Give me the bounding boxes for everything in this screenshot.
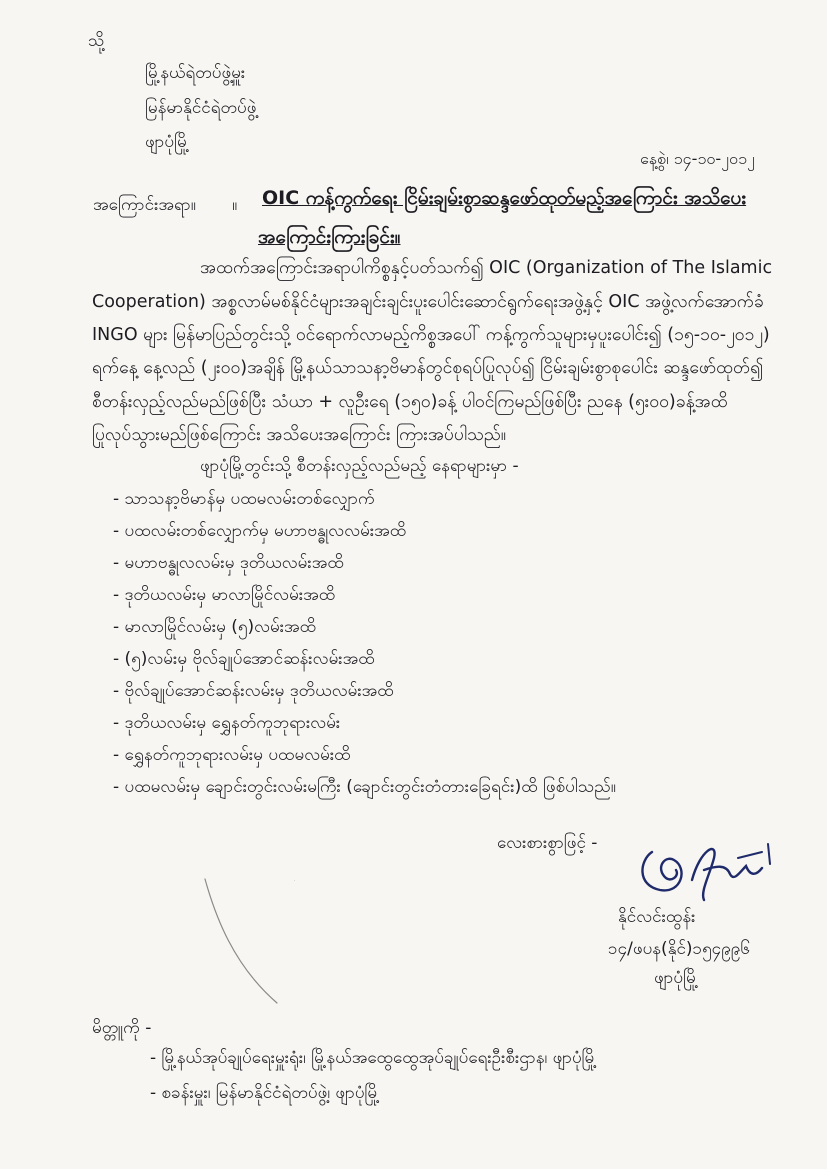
route-item: - (၅)လမ်းမှ ဗိုလ်ချုပ်အောင်ဆန်းလမ်းအထိ [113,649,375,669]
body-paragraph-line: အထက်အကြောင်းအရာပါကိစ္စနှင့်ပတ်သက်၍ OIC (Organization of The Islamic [200,258,773,278]
subject-separator: ။ [232,195,238,215]
body-paragraph-line: Cooperation) အစ္စလာမ်မစ်နိုင်ငံများအချင်းချင်းပူးပေါင်းဆောင်ရွက်ရေးအဖွဲ့နှင့် OIC အဖွဲ့လက်အောက်ခံ [92,292,764,312]
route-item: - သာသနာ့ဗိမာန်မှ ပထမလမ်းတစ်လျှောက် [113,489,375,509]
route-item: - ပထမလမ်းမှ ချောင်းတွင်းလမ်းမကြီး (ချောင်းတွင်းတံတားခြေရင်း)ထိ ဖြစ်ပါသည်။ [113,777,616,797]
recipient-line: မြန်မာနိုင်ငံရဲတပ်ဖွဲ့ [145,98,257,118]
body-paragraph-line: INGO များ မြန်မာပြည်တွင်းသို့ ဝင်ရောက်လာမည့်ကိစ္စအပေါ် ကန့်ကွက်သူများမှပူးပေါင်း၍ (၁၅-၁၀-၂၀၁၂) [92,325,770,345]
recipient-line: ဖျာပုံမြို့ [145,132,190,152]
cc-label: မိတ္တူကို - [92,1018,152,1038]
subject-title: OIC ကန့်ကွက်ရေး ငြိမ်းချမ်းစွာဆန္ဒဖော်ထုတ်မည့်အကြောင်း အသိပေး [262,187,747,209]
body-paragraph-line: စီတန်းလှည့်လည်မည်ဖြစ်ပြီး သံယာ + လူဦးရေ (၁၅၀)ခန့် ပါဝင်ကြမည်ဖြစ်ပြီး ညနေ (၅း၀၀)ခန့်အထိ [92,392,728,412]
body-paragraph-line: ပြုလုပ်သွားမည်ဖြစ်ကြောင်း အသိပေးအကြောင်း ကြားအပ်ပါသည်။ [92,425,507,445]
pencil-mark [185,875,295,1015]
route-item: - ရွှေနတ်ကူဘုရားလမ်းမှ ပထမလမ်းထိ [113,745,351,765]
body-paragraph-line: ရက်နေ့ နေ့လည် (၂း၀၀)အချိန် မြို့နယ်သာသနာ့ဗိမာန်တွင်စုရပ်ပြုလုပ်၍ ငြိမ်းချမ်းစွာစုပေါင်း ဆန္ဒဖော်ထုတ်၍ [92,358,764,378]
route-item: - ဗိုလ်ချုပ်အောင်ဆန်းလမ်းမှ ဒုတိယလမ်းအထိ [113,681,394,701]
to-label: သို့ [88,31,105,51]
signer-id: ၁၄/ဖပန(နိုင်)၁၅၄၉၉၆ [608,939,750,959]
signer-name: နိုင်လင်းထွန်း [618,907,696,927]
handwritten-signature [630,830,780,910]
cc-item: - မြို့နယ်အုပ်ချုပ်ရေးမှူးရုံး၊ မြို့နယ်အထွေထွေအုပ်ချုပ်ရေးဦးစီးဌာန၊ ဖျာပုံမြို့ [150,1048,597,1068]
route-item: - ပထလမ်းတစ်လျှောက်မှ မဟာဗန္ဓုလလမ်းအထိ [113,521,407,541]
route-item: - မဟာဗန္ဓုလလမ်းမှ ဒုတိယလမ်းအထိ [113,553,344,573]
cc-item: - စခန်းမှူး၊ မြန်မာနိုင်ငံရဲတပ်ဖွဲ့၊ ဖျာပုံမြို့ [150,1083,380,1103]
route-item: - ဒုတိယလမ်းမှ ရွှေနတ်ကူဘုရားလမ်း [113,713,341,733]
recipient-line: မြို့နယ်ရဲတပ်ဖွဲ့မှူး [145,63,246,83]
subject-title-continued: အကြောင်းကြားခြင်း။ [258,226,401,248]
subject-label: အကြောင်းအရာ။ [93,195,196,215]
route-item: - ဒုတိယလမ်းမှ မာလာမြိုင်လမ်းအထိ [113,585,336,605]
signer-city: ဖျာပုံမြို့ [654,968,699,988]
route-item: - မာလာမြိုင်လမ်းမှ (၅)လမ်းအထိ [113,617,317,637]
closing-label: လေးစားစွာဖြင့် - [497,833,598,853]
route-intro: ဖျာပုံမြို့တွင်းသို့ စီတန်းလှည့်လည်မည့် နေရာများမှာ - [200,456,519,476]
letter-date: နေ့စွဲ၊ ၁၄-၁၀-၂၀၁၂ [640,149,755,168]
